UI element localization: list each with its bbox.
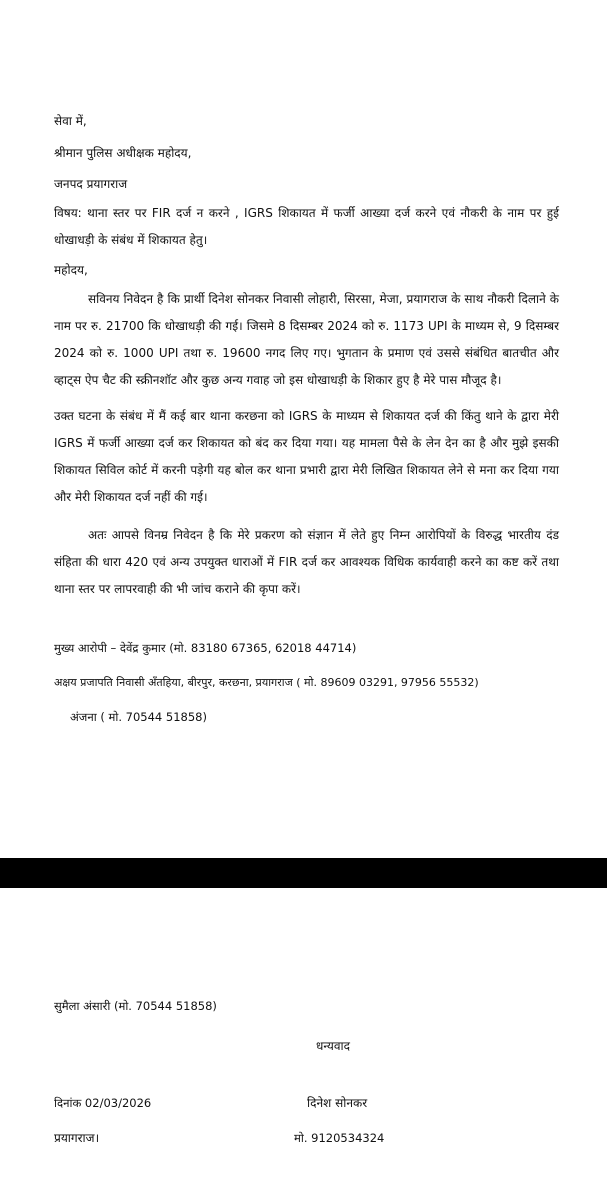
accused-2: अक्षय प्रजापति निवासी अँतहिया, बीरपुर, करछना, प्रयागराज ( मो. 89609 03291, 97956 55532): [54, 676, 479, 689]
salutation-to: सेवा में,: [54, 114, 87, 128]
date: दिनांक 02/03/2026: [54, 1096, 152, 1110]
district: जनपद प्रयागराज: [54, 177, 128, 191]
addressee: श्रीमान पुलिस अधीक्षक महोदय,: [54, 146, 192, 160]
paragraph-1: सविनय निवेदन है कि प्रार्थी दिनेश सोनकर निवासी लोहारी, सिरसा, मेजा, प्रयागराज के साथ नौकरी दिलाने के नाम पर रु. 21700 कि धोखाधड़ी की गई। जिसमे 8 दिसम्बर 2024 को रु. 1173 UPI के माध्यम से, 9 दिसम्बर 2024 को रु. 1000 UPI तथा रु. 19600 नगद लिए गए। भुगतान के प्रमाण एवं उससे संबंधित बातचीत और व्हाट्स ऐप चैट की स्क्रीनशॉट और कुछ अन्य गवाह जो इस धोखाधड़ी के शिकार हुए है मेरे पास मौजूद है।: [54, 292, 559, 387]
accused-3: अंजना ( मो. 70544 51858): [70, 710, 207, 724]
accused-1: मुख्य आरोपी – देवेंद्र कुमार (मो. 83180 67365, 62018 44714): [54, 641, 357, 655]
accused-4: सुमैला अंसारी (मो. 70544 51858): [54, 999, 217, 1013]
page-divider: [0, 858, 607, 888]
subject: विषय: थाना स्तर पर FIR दर्ज न करने , IGRS शिकायत में फर्जी आख्या दर्ज करने एवं नौकरी के नाम पर हुई धोखाधड़ी के संबंध में शिकायत हेतु।: [54, 206, 559, 247]
greeting: महोदय,: [54, 263, 88, 277]
sender-mobile: मो. 9120534324: [294, 1131, 385, 1145]
letter-page-2: [0, 888, 607, 1200]
paragraph-3: अतः आपसे विनम्र निवेदन है कि मेरे प्रकरण को संज्ञान में लेते हुए निम्न आरोपियों के विरुद्ध भारतीय दंड संहिता की धारा 420 एवं अन्य उपयुक्त धाराओं में FIR दर्ज कर आवश्यक विधिक कार्यवाही करने का कष्ट करें तथा थाना स्तर पर लापरवाही की भी जांच कराने की कृपा करें।: [54, 528, 559, 596]
thanks: धन्यवाद: [316, 1039, 351, 1053]
place: प्रयागराज।: [54, 1131, 100, 1145]
paragraph-2: उक्त घटना के संबंध में मैं कई बार थाना करछना को IGRS के माध्यम से शिकायत दर्ज की किंतु थाने के द्वारा मेरी IGRS में फर्जी आख्या दर्ज कर शिकायत को बंद कर दिया गया। यह मामला पैसे के लेन देन का है और मुझे इसकी शिकायत सिविल कोर्ट में करनी पड़ेगी यह बोल कर थाना प्रभारी द्वारा मेरी लिखित शिकायत लेने से मना कर दिया गया और मेरी शिकायत दर्ज नहीं की गई।: [54, 409, 559, 504]
sender-name: दिनेश सोनकर: [307, 1096, 368, 1110]
